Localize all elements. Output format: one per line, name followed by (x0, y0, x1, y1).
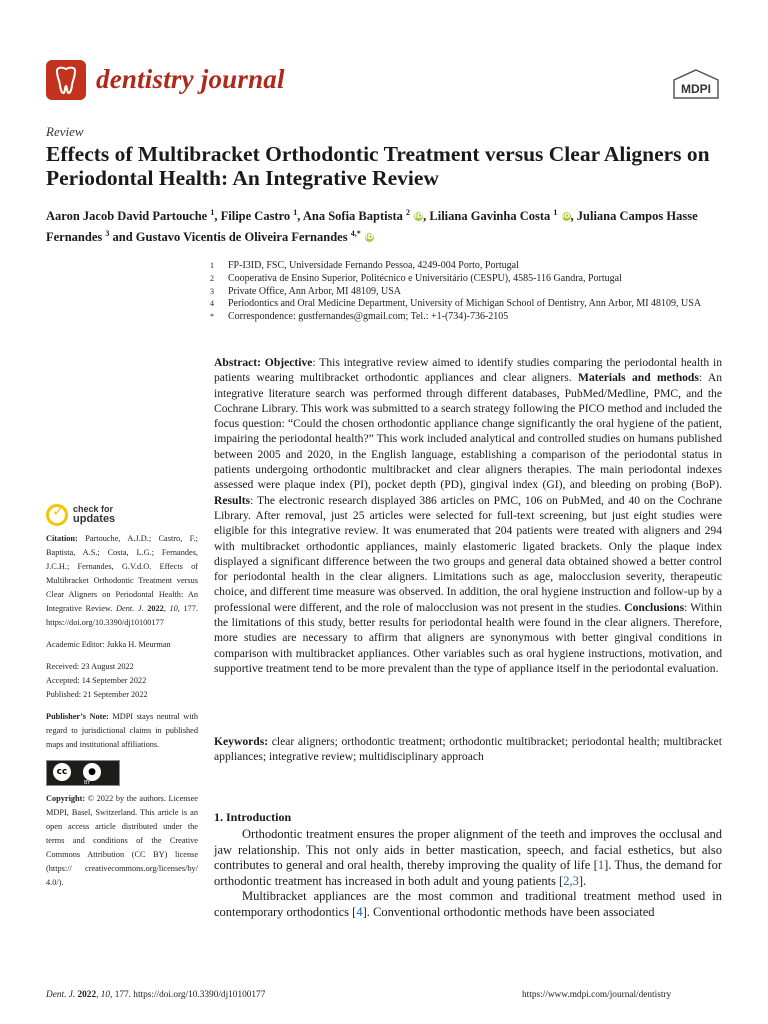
citation-link[interactable]: 2,3 (563, 873, 579, 888)
keywords-label: Keywords: (214, 735, 269, 748)
check-for-updates-button[interactable] (46, 504, 198, 526)
dates (46, 660, 198, 702)
abstract (214, 355, 722, 676)
abstract-methods: : An integrative literature search was performed through different databases, PubMed/Medline, PMC, and the Cochrane Library. This work was submitted to a search strategy following the PICO method and included the focus question: “Could the chosen orthodontic appliance change significantly the oral hygiene of the patient, impairing the periodontal health?” This work included analytical and controlled studies on humans published between 2005 and 2020, in the English language, establishing a comparison of the periodontal status in patients undergoing orthodontic multibracket and clear aligners therapies. The main periodontal indexes assessed were plaque index (PI), pocket depth (PD), gingival index (GI), and bleeding on probing (BoP). (214, 371, 723, 492)
cc-by-license-badge[interactable] (46, 760, 120, 786)
paragraph: Multibracket appliances are the most common and traditional treatment method used in contemporary orthodontics [4]. Conventional orthodontic methods have been associated (214, 889, 722, 919)
citation-link[interactable]: 4 (356, 904, 363, 919)
abstract-objective: : This integrative review aimed to identify studies comparing the periodontal health in patients wearing multibracket orthodontic appliances and clear aligners. (214, 356, 722, 385)
cc-icon: cc (53, 763, 71, 781)
journal-name: dentistry journal (96, 64, 285, 94)
check-icon (46, 504, 68, 526)
author-list: Aaron Jacob David Partouche $^1$, Filipe Castro $^1$, Ana Sofia Baptista $^2$ iD, Liliana Gavinha Costa $^1$ iD, Juliana Campos Hasse Fernandes $^3$ and Gustavo Vicentis de Oliveira Fernandes $^{4,*}$ iD (46, 208, 698, 245)
tooth-logo-icon (46, 60, 86, 100)
orcid-icon[interactable]: iD (414, 212, 423, 221)
check-for-updates-label: check for updates (73, 504, 116, 525)
author-name: Filipe Castro $^1$ (220, 208, 298, 224)
citation-link[interactable]: 1 (597, 858, 605, 872)
by-person-icon: ● (83, 763, 101, 781)
article-title: Effects of Multibracket Orthodontic Treatment versus Clear Aligners on Periodontal Health: An Integrative Review (46, 142, 710, 190)
section-heading-introduction: 1. Introduction (214, 810, 292, 824)
abstract-results-label: Results (214, 493, 251, 507)
keywords (214, 734, 722, 765)
orcid-icon[interactable]: iD (365, 233, 374, 242)
abstract-methods-label: Materials and methods (578, 371, 699, 385)
citation: Citation: Partouche, A.J.D.; Castro, F.; Baptista, A.S.; Costa, L.G.; Fernandes, J.C.H.; Fernandes, G.V.d.O. Effects of Multibracket Orthodontic Treatment versus Clear Aligners on Periodontal Health: An Integrative Review. Dent. J. 2022, 10, 177. https://doi.org/10.3390/dj10100177 (46, 534, 198, 627)
footer-citation: Dent. J. 2022, 10, 177. https://doi.org/10.3390/dj10100177 (46, 990, 266, 1000)
paragraph: Orthodontic treatment ensures the proper alignment of the teeth and improves the occlusal and jaw relationship. This not only aids in better mastication, speech, and facial esthetics, but also contributes to general and oral health, thereby improving the quality of life [1]. Thus, the demand for orthodontic treatment has increased in both adult and young patients [2,3]. (214, 827, 722, 888)
academic-editor: Academic Editor: Jukka H. Meurman (46, 640, 171, 649)
by-label: BY (84, 780, 91, 786)
copyright: Copyright: © 2022 by the authors. Licensee MDPI, Basel, Switzerland. This article is an open access article distributed under the terms and conditions of the Creative Commons Attribution (CC BY) license (https:// creativecommons.org/licenses/by/ 4.0/). (46, 794, 198, 887)
affiliation-item: 1 FP-I3ID, FSC, Universidade Fernando Pessoa, 4249-004 Porto, Portugal (210, 260, 519, 271)
affiliation-item: 4 Periodontics and Oral Medicine Department, University of Michigan School of Dentistry, Ann Arbor, MI 48109, USA (210, 298, 702, 310)
affiliation-item: 2 Cooperativa de Ensino Superior, Politécnico e Universitário (CESPU), 4585-116 Gandra, Portugal (210, 272, 622, 284)
abstract-results: : The electronic research displayed 386 articles on PMC, 106 on PubMed, and 40 on the Cochrane Library. After removal, just 25 articles were selected for full-text screening, but just eight studies were eligible for this integrative review. It was enumerated that 204 patients were treated with aligners and 294 with multibracket orthodontic appliances, mainly elastomeric ligated brackets. Only the plaque index displayed a significant difference between the two groups and general data obtained showed a better control for periodontal health in the clear aligners. Limitations such as age, malocclusion severity, therapeutic choice, and different time measure was observed. In addition, the oral hygiene instruction and follow-up by a professional were different, and the role of malocclusion was not present in the studies. (214, 493, 722, 614)
publisher-logo-text: MDPI (681, 82, 711, 96)
accepted-date: Accepted: 14 September 2022 (46, 676, 147, 685)
introduction-body (214, 827, 722, 920)
affiliation-item: * Correspondence: gustfernandes@gmail.com; Tel.: +1-(734)-736-2105 (210, 311, 509, 323)
footer-journal-url[interactable]: https://www.mdpi.com/journal/dentistry (522, 990, 672, 1000)
published-date: Published: 21 September 2022 (46, 690, 148, 699)
abstract-objective-label: Objective (264, 356, 313, 369)
article-type: Review (46, 124, 84, 139)
author-name: Ana Sofia Baptista $^2$ iD (302, 208, 423, 224)
mdpi-logo-icon (668, 68, 724, 102)
author-name: Juliana Campos Hasse Fernandes $^3$ (46, 209, 698, 245)
orcid-icon[interactable]: iD (561, 212, 571, 221)
keywords-text: clear aligners; orthodontic treatment; orthodontic multibracket; periodontal health; multibracket appliances; integrative review; multidisciplinary approach (214, 735, 722, 764)
abstract-conclusions-label: Conclusions (624, 600, 685, 614)
sidebar (46, 504, 198, 898)
author-name: Aaron Jacob David Partouche $^1$ (46, 208, 215, 224)
received-date: Received: 23 August 2022 (46, 662, 134, 671)
abstract-conclusions: : Within the limitations of this study, better results for periodontal health were found in the clear aligners. Therefore, more studies are necessary to affirm that aligners are synonymous with better gingival conditions in comparison with multibracket appliances. Other variables such as oral hygiene instructions, motivation, and supportive treatment tend to be more prevalent than the type of appliance itself in the periodontal evaluation. (214, 600, 722, 675)
affiliations (210, 260, 730, 324)
author-name: Gustavo Vicentis de Oliveira Fernandes $^{4,*}$ iD (135, 229, 374, 245)
affiliation-item: 3 Private Office, Ann Arbor, MI 48109, USA (210, 285, 402, 297)
publisher-note: Publisher’s Note: MDPI stays neutral with regard to jurisdictional claims in published maps and institutional affiliations. (46, 712, 198, 749)
author-name: Liliana Gavinha Costa $^1$ iD (429, 208, 571, 224)
abstract-label: Abstract: (214, 356, 262, 369)
